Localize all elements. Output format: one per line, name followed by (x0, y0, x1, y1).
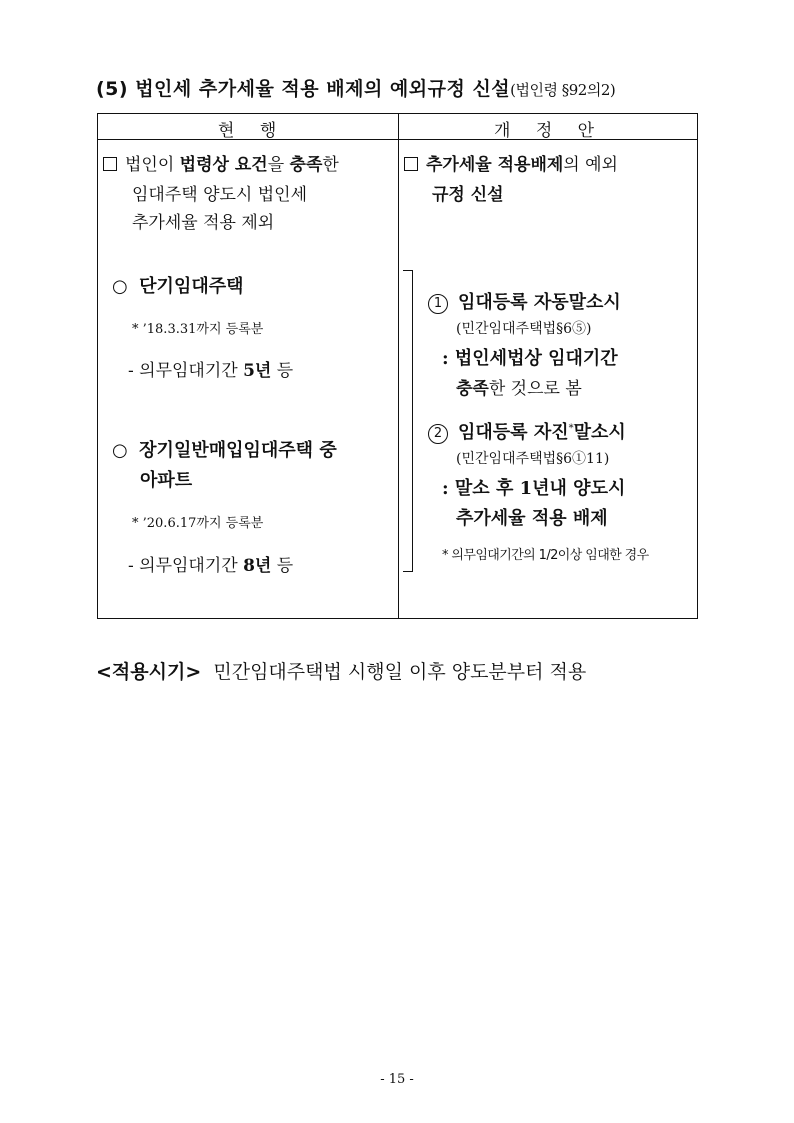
right-item1-detail1: : 법인세법상 임대기간 (442, 348, 618, 369)
application-timing (96, 657, 586, 684)
right-intro-line1: 추가세율 적용배제의 예외 (404, 150, 618, 175)
left-item2-title-line2: 아파트 (140, 470, 193, 491)
circle-bullet-icon: ○ (112, 276, 128, 297)
section-title-ref: (법인령 §92의2) (510, 81, 616, 99)
bracket-divider (403, 270, 413, 572)
checkbox-square-icon (103, 157, 117, 171)
right-intro-line2: 규정 신설 (432, 185, 504, 205)
right-footnote: * 의무임대기간의 1/2이상 임대한 경우 (442, 548, 649, 563)
right-item2-title: 2 임대등록 자진*말소시 (428, 418, 626, 444)
left-item1-detail: - 의무임대기간 5년 등 (128, 361, 294, 381)
right-item2-detail2: 추가세율 적용 배제 (456, 508, 608, 529)
section-title-main: (5) 법인세 추가세율 적용 배제의 예외규정 신설 (96, 78, 511, 100)
left-item1-note: * ’18.3.31까지 등록분 (132, 322, 264, 337)
right-item1-detail2: 충족한 것으로 봄 (456, 379, 582, 399)
left-intro-line3: 추가세율 적용 제외 (132, 213, 275, 233)
right-item1-title: 1 임대등록 자동말소시 (428, 288, 621, 314)
left-item1-title: ○ 단기임대주택 (112, 276, 244, 297)
header-revised: 개 정 안 (494, 121, 605, 141)
left-item2-title-line1: ○ 장기일반매입임대주택 중 (112, 440, 337, 461)
circled-number-icon: 2 (428, 424, 448, 444)
right-item2-detail1: : 말소 후 1년내 양도시 (442, 478, 626, 499)
right-item1-ref: (민간임대주택법§6⑤) (456, 321, 592, 337)
application-timing-text: 민간임대주택법 시행일 이후 양도분부터 적용 (213, 661, 587, 683)
application-timing-label: <적용시기> (96, 661, 202, 683)
left-intro-line2: 임대주택 양도시 법인세 (132, 185, 308, 205)
circled-number-icon: 1 (428, 294, 448, 314)
right-item2-ref: (민간임대주택법§6①11) (456, 451, 610, 467)
checkbox-square-icon (404, 157, 418, 171)
section-title (96, 74, 615, 101)
table-column-divider (398, 113, 399, 619)
left-item2-note: * ’20.6.17까지 등록분 (132, 516, 264, 531)
page-number: - 15 - (380, 1072, 414, 1087)
left-item2-detail: - 의무임대기간 8년 등 (128, 556, 294, 576)
left-intro-line1: 법인이 법령상 요건을 충족한 (103, 150, 339, 175)
circle-bullet-icon: ○ (112, 440, 128, 461)
header-current: 현 행 (218, 121, 287, 141)
